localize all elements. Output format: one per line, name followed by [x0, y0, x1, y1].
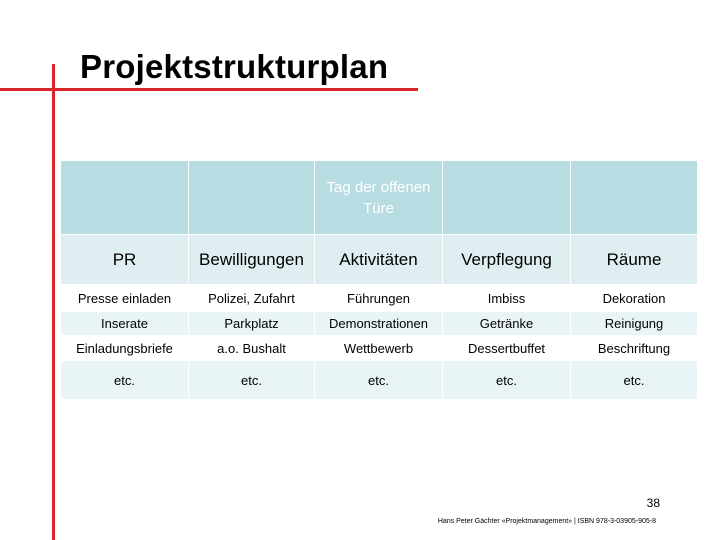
table-cell: a.o. Bushalt	[189, 336, 314, 360]
root-empty-cell	[571, 161, 697, 234]
table-row	[61, 285, 697, 311]
root-empty-cell	[443, 161, 570, 234]
table-cell: Getränke	[443, 312, 570, 335]
table-row	[61, 361, 697, 399]
table-cell: Reinigung	[571, 312, 697, 335]
table-cell: Wettbewerb	[315, 336, 442, 360]
table-cell: Einladungsbriefe	[61, 336, 188, 360]
root-row	[61, 161, 697, 234]
red-horizontal-rule	[0, 88, 418, 91]
category-cell: Räume	[571, 235, 697, 284]
red-vertical-rule	[52, 64, 55, 540]
root-empty-cell	[61, 161, 188, 234]
table-cell: Inserate	[61, 312, 188, 335]
table-cell: Führungen	[315, 285, 442, 311]
page-number: 38	[646, 496, 660, 510]
table-row	[61, 312, 697, 335]
table-cell: Imbiss	[443, 285, 570, 311]
category-cell: PR	[61, 235, 188, 284]
category-cell: Aktivitäten	[315, 235, 442, 284]
category-cell: Bewilligungen	[189, 235, 314, 284]
root-empty-cell	[189, 161, 314, 234]
table-cell: etc.	[571, 361, 697, 399]
table-cell: etc.	[443, 361, 570, 399]
table-cell: Polizei, Zufahrt	[189, 285, 314, 311]
table-cell: Dessertbuffet	[443, 336, 570, 360]
table-cell: etc.	[315, 361, 442, 399]
root-node-cell: Tag der offenen Türe	[315, 161, 442, 234]
table-cell: Presse einladen	[61, 285, 188, 311]
table-cell: Dekoration	[571, 285, 697, 311]
slide-title: Projektstrukturplan	[80, 48, 389, 85]
category-cell: Verpflegung	[443, 235, 570, 284]
table-cell: Parkplatz	[189, 312, 314, 335]
table-cell: Beschriftung	[571, 336, 697, 360]
table-cell: Demonstrationen	[315, 312, 442, 335]
table-row	[61, 336, 697, 360]
table-cell: etc.	[61, 361, 188, 399]
wbs-table	[60, 160, 698, 400]
category-row	[61, 235, 697, 284]
footer-citation: Hans Peter Gächter «Projektmanagement» | ISBN 978-3-03905-905-8	[437, 518, 656, 525]
table-cell: etc.	[189, 361, 314, 399]
